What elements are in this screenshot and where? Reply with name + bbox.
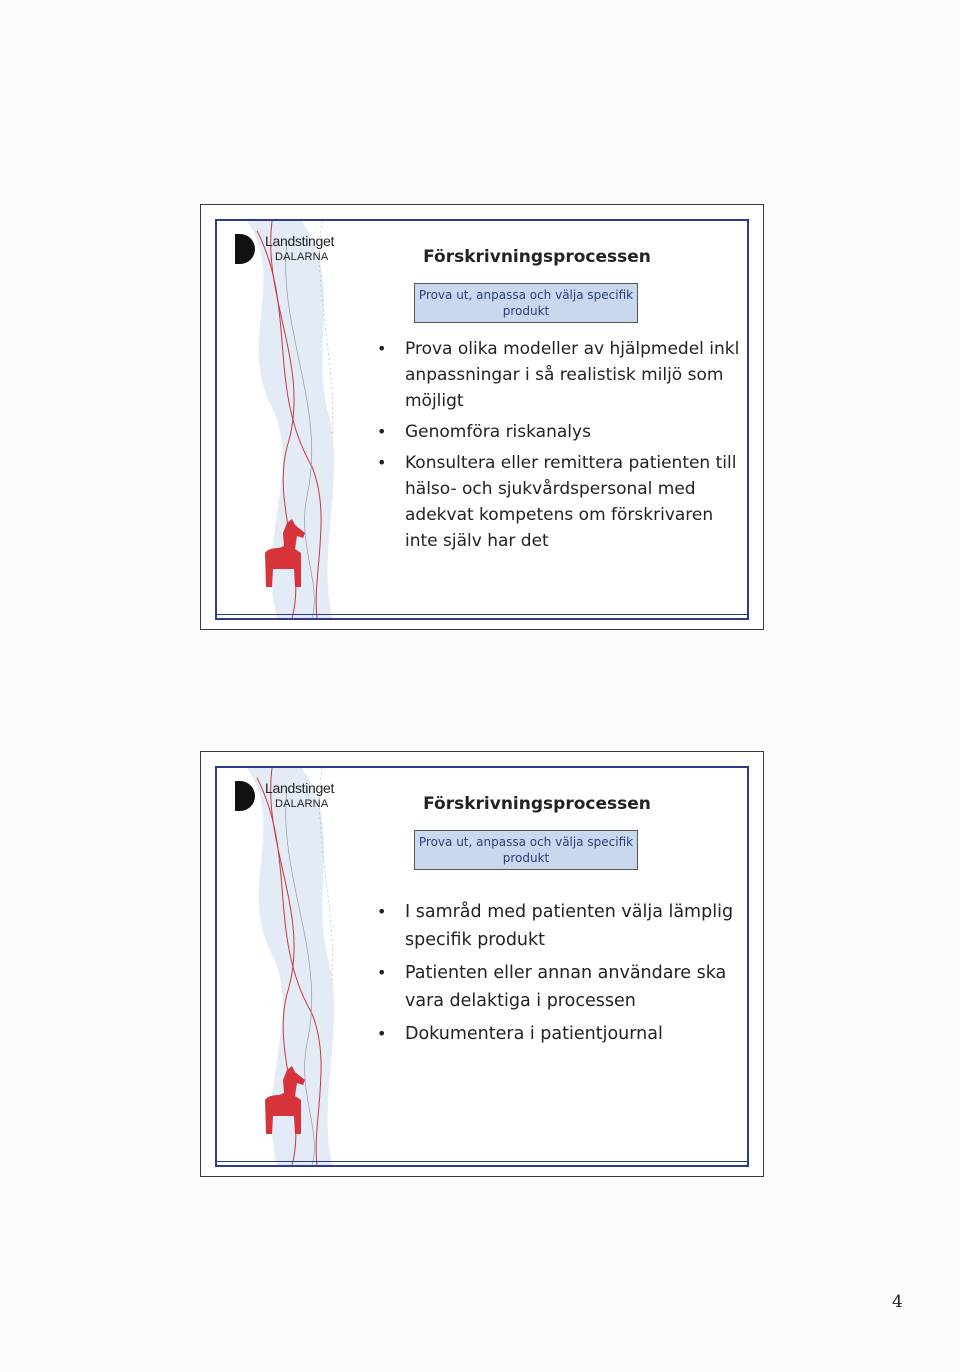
- slide-subtitle: Prova ut, anpassa och välja specifik produkt: [414, 830, 638, 870]
- page-number: 4: [892, 1292, 903, 1312]
- bullet-list: [377, 336, 747, 559]
- dala-horse-icon: [259, 1066, 309, 1134]
- bullet-item: • Patienten eller annan användare ska vara delaktiga i processen: [377, 959, 747, 1015]
- slide-title: Förskrivningsprocessen: [423, 247, 651, 267]
- slide-title: Förskrivningsprocessen: [423, 794, 651, 814]
- logo-line-2: DALARNA: [275, 798, 329, 810]
- bullet-item: • Konsultera eller remittera patienten till hälso- och sjukvårdspersonal med adekvat kompetens om förskrivaren inte själv har det: [377, 450, 747, 554]
- logo-line-1: Landstinget: [265, 780, 335, 796]
- logo-line-1: Landstinget: [265, 233, 335, 249]
- bullet-list: [377, 898, 747, 1053]
- bullet-item: • Dokumentera i patientjournal: [377, 1020, 747, 1048]
- logo-line-2: DALARNA: [275, 251, 329, 263]
- landstinget-dalarna-logo: [235, 776, 345, 820]
- bullet-item: • Prova olika modeller av hjälpmedel inkl anpassningar i så realistisk miljö som möjligt: [377, 336, 747, 414]
- slide-1: [200, 204, 764, 630]
- bullet-item: • I samråd med patienten välja lämplig specifik produkt: [377, 898, 747, 954]
- slide-2: [200, 751, 764, 1177]
- logo-mark-icon: [235, 234, 255, 264]
- landstinget-dalarna-logo: [235, 229, 345, 273]
- dala-horse-icon: [259, 519, 309, 587]
- slide-frame: [215, 766, 749, 1167]
- bullet-item: • Genomföra riskanalys: [377, 419, 747, 445]
- slide-frame: [215, 219, 749, 620]
- logo-mark-icon: [235, 781, 255, 811]
- slide-subtitle: Prova ut, anpassa och välja specifik produkt: [414, 283, 638, 323]
